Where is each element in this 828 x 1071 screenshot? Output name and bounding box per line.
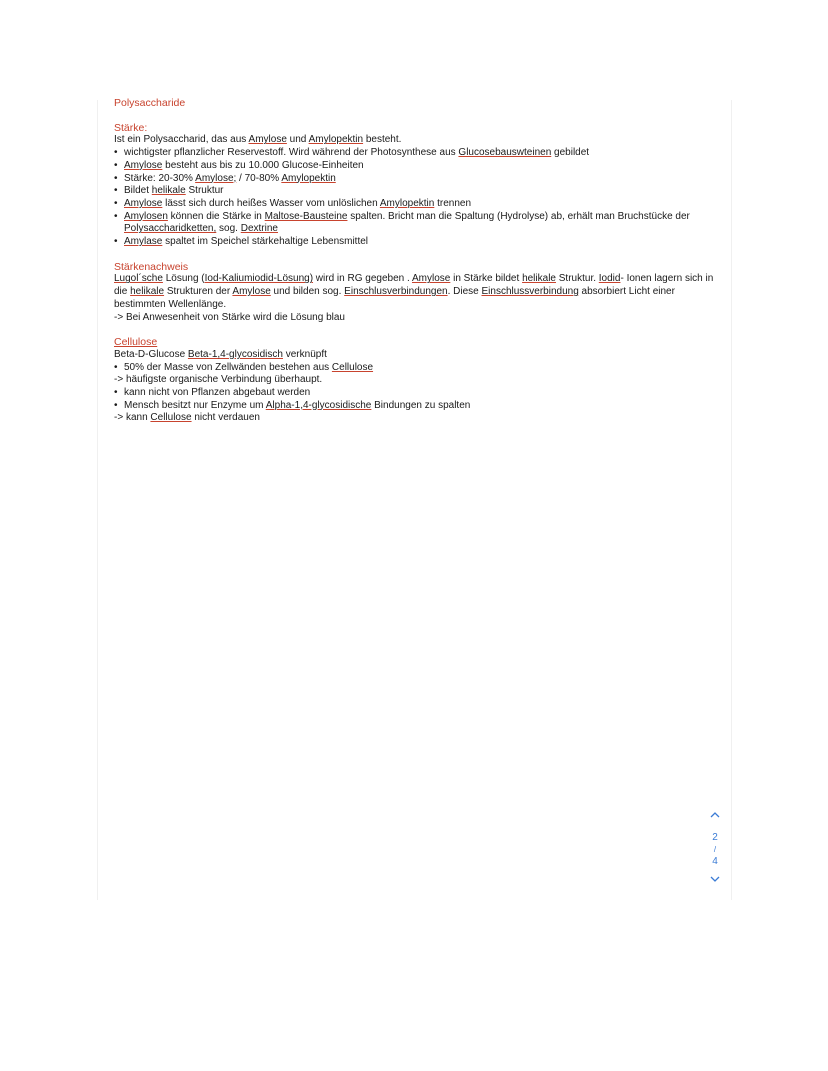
list-item <box>114 185 714 198</box>
text-run: - Ionen lagern sich in die <box>114 273 714 298</box>
starch-bullets <box>114 147 714 249</box>
text-run: lässt sich durch heißes Wasser vom unlöslichen <box>162 197 380 209</box>
bullet-icon: • <box>114 361 118 373</box>
underlined-term: Amylose <box>248 134 287 146</box>
list-item-text <box>124 362 373 375</box>
text-run: Strukturen der <box>164 286 233 298</box>
underlined-term: Iodid <box>598 273 621 285</box>
underlined-term: Dextrine <box>240 223 278 235</box>
underlined-term: Amylose <box>232 286 271 298</box>
document-content <box>114 97 714 425</box>
paragraph-line <box>114 273 714 311</box>
text-run: spalten. Bricht man die Spaltung (Hydrolyse) ab, erhält man Bruchstücke der <box>347 210 690 222</box>
detection-section <box>114 261 714 325</box>
page-title: Polysaccharide <box>114 97 186 109</box>
underlined-term: Polysaccharidketten, <box>124 223 217 235</box>
text-run: Lösung ( <box>162 273 205 285</box>
list-item-text <box>124 211 714 236</box>
underlined-term: helikale <box>151 185 186 197</box>
text-run: sog. <box>216 223 241 235</box>
underlined-term: Maltose-Bausteine <box>264 210 348 222</box>
underlined-term: Iod-Kaliumiodid-Lösung) <box>204 273 314 285</box>
text-run: Mensch besitzt nur Enzyme um <box>124 399 266 411</box>
text-run: Ist ein Polysaccharid, das aus <box>114 134 249 146</box>
underlined-term: Amylopektin <box>281 172 336 184</box>
list-item-text <box>124 147 589 160</box>
list-item-text <box>124 198 471 211</box>
text-run: kann nicht von Pflanzen abgebaut werden <box>124 387 311 399</box>
underlined-term: Glucosebauswteinen <box>458 147 552 159</box>
text-run: nicht verdauen <box>191 412 260 424</box>
text-run: / 70-80% <box>236 172 282 184</box>
list-item-text <box>124 173 336 186</box>
text-run: Struktur <box>185 185 224 197</box>
text-run: 50% der Masse von Zellwänden bestehen aus <box>124 361 332 373</box>
bullet-icon: • <box>114 236 118 248</box>
chevron-up-icon[interactable] <box>706 810 724 824</box>
arrow-line <box>114 374 714 387</box>
text-run: trennen <box>434 197 472 209</box>
list-item <box>114 160 714 173</box>
list-item <box>114 211 714 236</box>
paragraph-line <box>114 312 714 325</box>
list-item <box>114 147 714 160</box>
list-item <box>114 387 714 400</box>
underlined-term: Lugol´sche <box>114 273 163 285</box>
arrow-line <box>114 412 714 425</box>
starch-section <box>114 122 714 249</box>
detection-heading: Stärkenachweis <box>114 260 189 273</box>
bullet-icon: • <box>114 147 118 159</box>
text-run: besteht. <box>363 134 402 146</box>
bullet-icon: • <box>114 197 118 209</box>
text-run: spaltet im Speichel stärkehaltige Lebensmittel <box>162 236 369 248</box>
text-run: wichtigster pflanzlicher Reservestoff. Wird während der Photosynthese aus <box>124 147 459 159</box>
underlined-term: Amylopektin <box>308 134 364 146</box>
underlined-term: Amylosen <box>124 210 168 222</box>
text-run: . Diese <box>447 286 482 298</box>
text-run: absorbiert Licht einer bestimmten Wellenlänge. <box>114 286 675 310</box>
underlined-term: Amylase <box>124 236 163 248</box>
underlined-term: helikale <box>522 273 556 285</box>
list-item <box>114 173 714 186</box>
bullet-icon: • <box>114 159 118 171</box>
text-run: Bindungen zu spalten <box>371 399 471 411</box>
total-pages: 4 <box>712 856 718 867</box>
list-item-text <box>124 236 368 249</box>
list-item <box>114 198 714 211</box>
text-run: besteht aus bis zu 10.000 Glucose-Einheiten <box>162 159 364 171</box>
bullet-icon: • <box>114 210 118 222</box>
list-item-text <box>124 185 224 198</box>
detection-lines <box>114 273 714 324</box>
list-item <box>114 362 714 375</box>
bullet-icon: • <box>114 172 118 184</box>
text-run: -> kann <box>114 412 151 424</box>
text-run: Stärke: 20-30% <box>124 172 196 184</box>
text-run: und <box>286 134 309 146</box>
underlined-term: Einschlusverbindungen <box>344 286 448 298</box>
bullet-icon: • <box>114 387 118 399</box>
underlined-term: helikale <box>130 286 165 298</box>
chevron-down-icon[interactable] <box>706 874 724 888</box>
page-navigator <box>706 810 724 890</box>
starch-heading: Stärke: <box>114 121 148 134</box>
underlined-term: Cellulose <box>331 361 374 373</box>
list-item <box>114 236 714 249</box>
underlined-term: Cellulose <box>150 412 192 424</box>
text-run: Bildet <box>124 185 152 197</box>
underlined-term: Amylose <box>124 159 163 171</box>
text-run: und bilden sog. <box>270 286 345 298</box>
list-item <box>114 400 714 413</box>
text-run: -> häufigste organische Verbindung überhaupt. <box>114 374 323 386</box>
text-run: können die Stärke in <box>167 210 265 222</box>
text-run: gebildet <box>551 147 590 159</box>
underlined-term: Einschlussverbindung <box>481 286 579 298</box>
text-run: in Stärke bildet <box>450 273 523 285</box>
text-run: -> Bei Anwesenheit von Stärke wird die Lösung blau <box>114 311 345 323</box>
cellulose-heading: Cellulose <box>114 336 158 349</box>
underlined-term: Alpha-1,4-glycosidische <box>265 399 372 411</box>
underlined-term: Amylose; <box>195 172 237 184</box>
underlined-term: Amylose <box>124 197 163 209</box>
underlined-term: Amylopektin <box>379 197 435 209</box>
page-separator: / <box>713 845 717 854</box>
text-run: verknüpft <box>282 348 327 360</box>
list-item-text <box>124 387 310 400</box>
starch-intro <box>114 134 714 147</box>
current-page: 2 <box>712 832 718 843</box>
cellulose-intro <box>114 349 714 362</box>
cellulose-items <box>114 362 714 426</box>
list-item-text <box>124 160 364 173</box>
text-run: Beta-D-Glucose <box>114 348 188 360</box>
text-run: Struktur. <box>555 273 599 285</box>
bullet-icon: • <box>114 185 118 197</box>
cellulose-section <box>114 336 714 425</box>
bullet-icon: • <box>114 399 118 411</box>
text-run: wird in RG gegeben . <box>313 273 412 285</box>
underlined-term: Beta-1,4-glycosidisch <box>187 348 283 360</box>
underlined-term: Amylose <box>411 273 451 285</box>
list-item-text <box>124 400 470 413</box>
